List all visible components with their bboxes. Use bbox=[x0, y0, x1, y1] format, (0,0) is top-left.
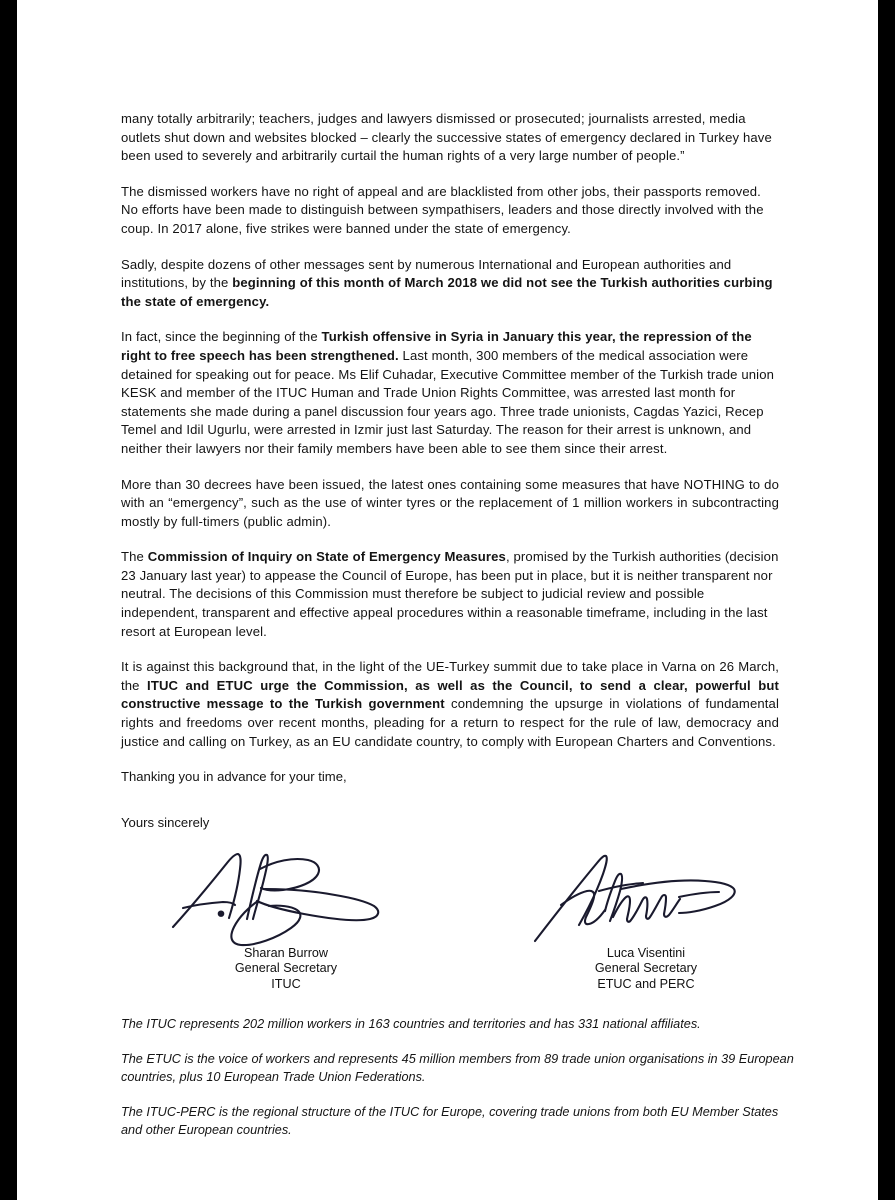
signatory-details bbox=[595, 946, 697, 992]
footer-note-1: The ITUC represents 202 million workers in 163 countries and territories and has 331 national affiliates. bbox=[121, 1017, 701, 1031]
signature-row bbox=[121, 845, 821, 992]
signatory-title: General Secretary bbox=[234, 961, 338, 976]
body-text: More than 30 decrees have been issued, the latest ones containing some measures that have NOTHING to do with an “emergency”, such as the use of winter tyres or the replacement of 1 million workers in subcontracting mostly by full-timers (public admin). bbox=[121, 476, 779, 529]
emphasis-text: Commission of Inquiry on State of Emergency Measures bbox=[147, 549, 506, 565]
p-sadly-messages bbox=[121, 256, 779, 312]
footer-note-2: The ETUC is the voice of workers and represents 45 million members from 89 trade union organisations in 39 European countries, plus 10 European Trade Union Federations. bbox=[121, 1052, 794, 1084]
handwritten-signature-luca-visentini bbox=[521, 845, 771, 950]
p-against-background bbox=[121, 658, 779, 751]
p-continuation-quote bbox=[121, 110, 779, 166]
emphasis-text: beginning of this month of March 2018 we did not see the Turkish authorities curbing the state of emergency. bbox=[121, 275, 773, 309]
p-dismissed-workers bbox=[121, 183, 779, 239]
emphasis-text: ITUC and ETUC urge the Commission, as well as the Council, to send a clear, powerful but constructive message to the Turkish government bbox=[121, 677, 779, 712]
p-commission-inquiry bbox=[121, 548, 779, 641]
body-text: The bbox=[121, 549, 148, 565]
signatory-name: Sharan Burrow bbox=[243, 946, 328, 960]
body-text: In fact, since the beginning of the bbox=[121, 329, 322, 345]
body-text: Last month, 300 members of the medical association were detained for speaking out for peace. Ms Elif Cuhadar, Executive Committee member of the Turkish trade union KESK and member of the ITUC Human and Trade Union Rights Committee, was arrested last month for statements she made during a panel discussion four years ago. Three trade unionists, Cagdas Yazici, Recep Temel and Idil Ugurlu, were arrested in Izmir just last Saturday. The reason for their arrest is unknown, and neither their lawyers nor their family members have been able to see them since their arrest. bbox=[121, 347, 775, 456]
footer-notes bbox=[121, 1015, 797, 1139]
signature-block-luca-visentini bbox=[481, 845, 811, 992]
body-text: Sadly, despite dozens of other messages sent by numerous International and European authorities and institutions, by the bbox=[121, 256, 732, 291]
signatory-details bbox=[235, 946, 337, 992]
signatory-title: General Secretary bbox=[594, 961, 698, 976]
signatory-name: Luca Visentini bbox=[606, 946, 686, 960]
body-text: many totally arbitrarily; teachers, judges and lawyers dismissed or prosecuted; journalists arrested, media outlets shut down and websites blocked – clearly the successive states of emergency declared in Turkey have been used to severely and arbitrarily curtail the human rights of a very large number of people.” bbox=[121, 111, 772, 164]
signatory-organisation: ITUC bbox=[271, 976, 301, 991]
body-text: The dismissed workers have no right of appeal and are blacklisted from other jobs, their passports removed. No efforts have been made to distinguish between sympathisers, leaders and those directly involved with the coup. In 2017 alone, five strikes were banned under the state of emergency. bbox=[121, 183, 764, 236]
body-text: condemning the upsurge in violations of fundamental rights and freedoms over recent months, pleading for a return to respect for the rule of law, democracy and justice and calling on Turkey, as an EU candidate country, to comply with European Charters and Conventions. bbox=[121, 696, 779, 749]
signatory-organisation: ETUC and PERC bbox=[597, 976, 695, 991]
emphasis-text: Turkish offensive in Syria in January this year, the repression of the right to free speech has been strengthened. bbox=[121, 329, 752, 363]
closing-sincerely: Yours sincerely bbox=[121, 814, 210, 830]
body-text: It is against this background that, in the light of the UE-Turkey summit due to take place in Varna on 26 March, the bbox=[121, 659, 779, 693]
p-turkish-offensive bbox=[121, 328, 779, 458]
handwritten-signature-sharan-burrow bbox=[161, 845, 411, 950]
body-text: , promised by the Turkish authorities (decision 23 January last year) to appease the Council of Europe, has been put in place, but it is neither transparent nor neutral. The decisions of this Commission must therefore be subject to judicial review and possible independent, transparent and effective appeal procedures within a reasonable timeframe, including in the last resort at European level. bbox=[121, 549, 779, 639]
p-decrees bbox=[121, 476, 779, 532]
signature-block-sharan-burrow bbox=[121, 845, 451, 992]
footer-note-3: The ITUC-PERC is the regional structure of the ITUC for Europe, covering trade unions from both EU Member States and other European countries. bbox=[121, 1105, 779, 1137]
closing-thanks: Thanking you in advance for your time, bbox=[121, 769, 347, 785]
letter-page-sheet bbox=[17, 0, 878, 1200]
letter-body-text bbox=[121, 110, 779, 832]
